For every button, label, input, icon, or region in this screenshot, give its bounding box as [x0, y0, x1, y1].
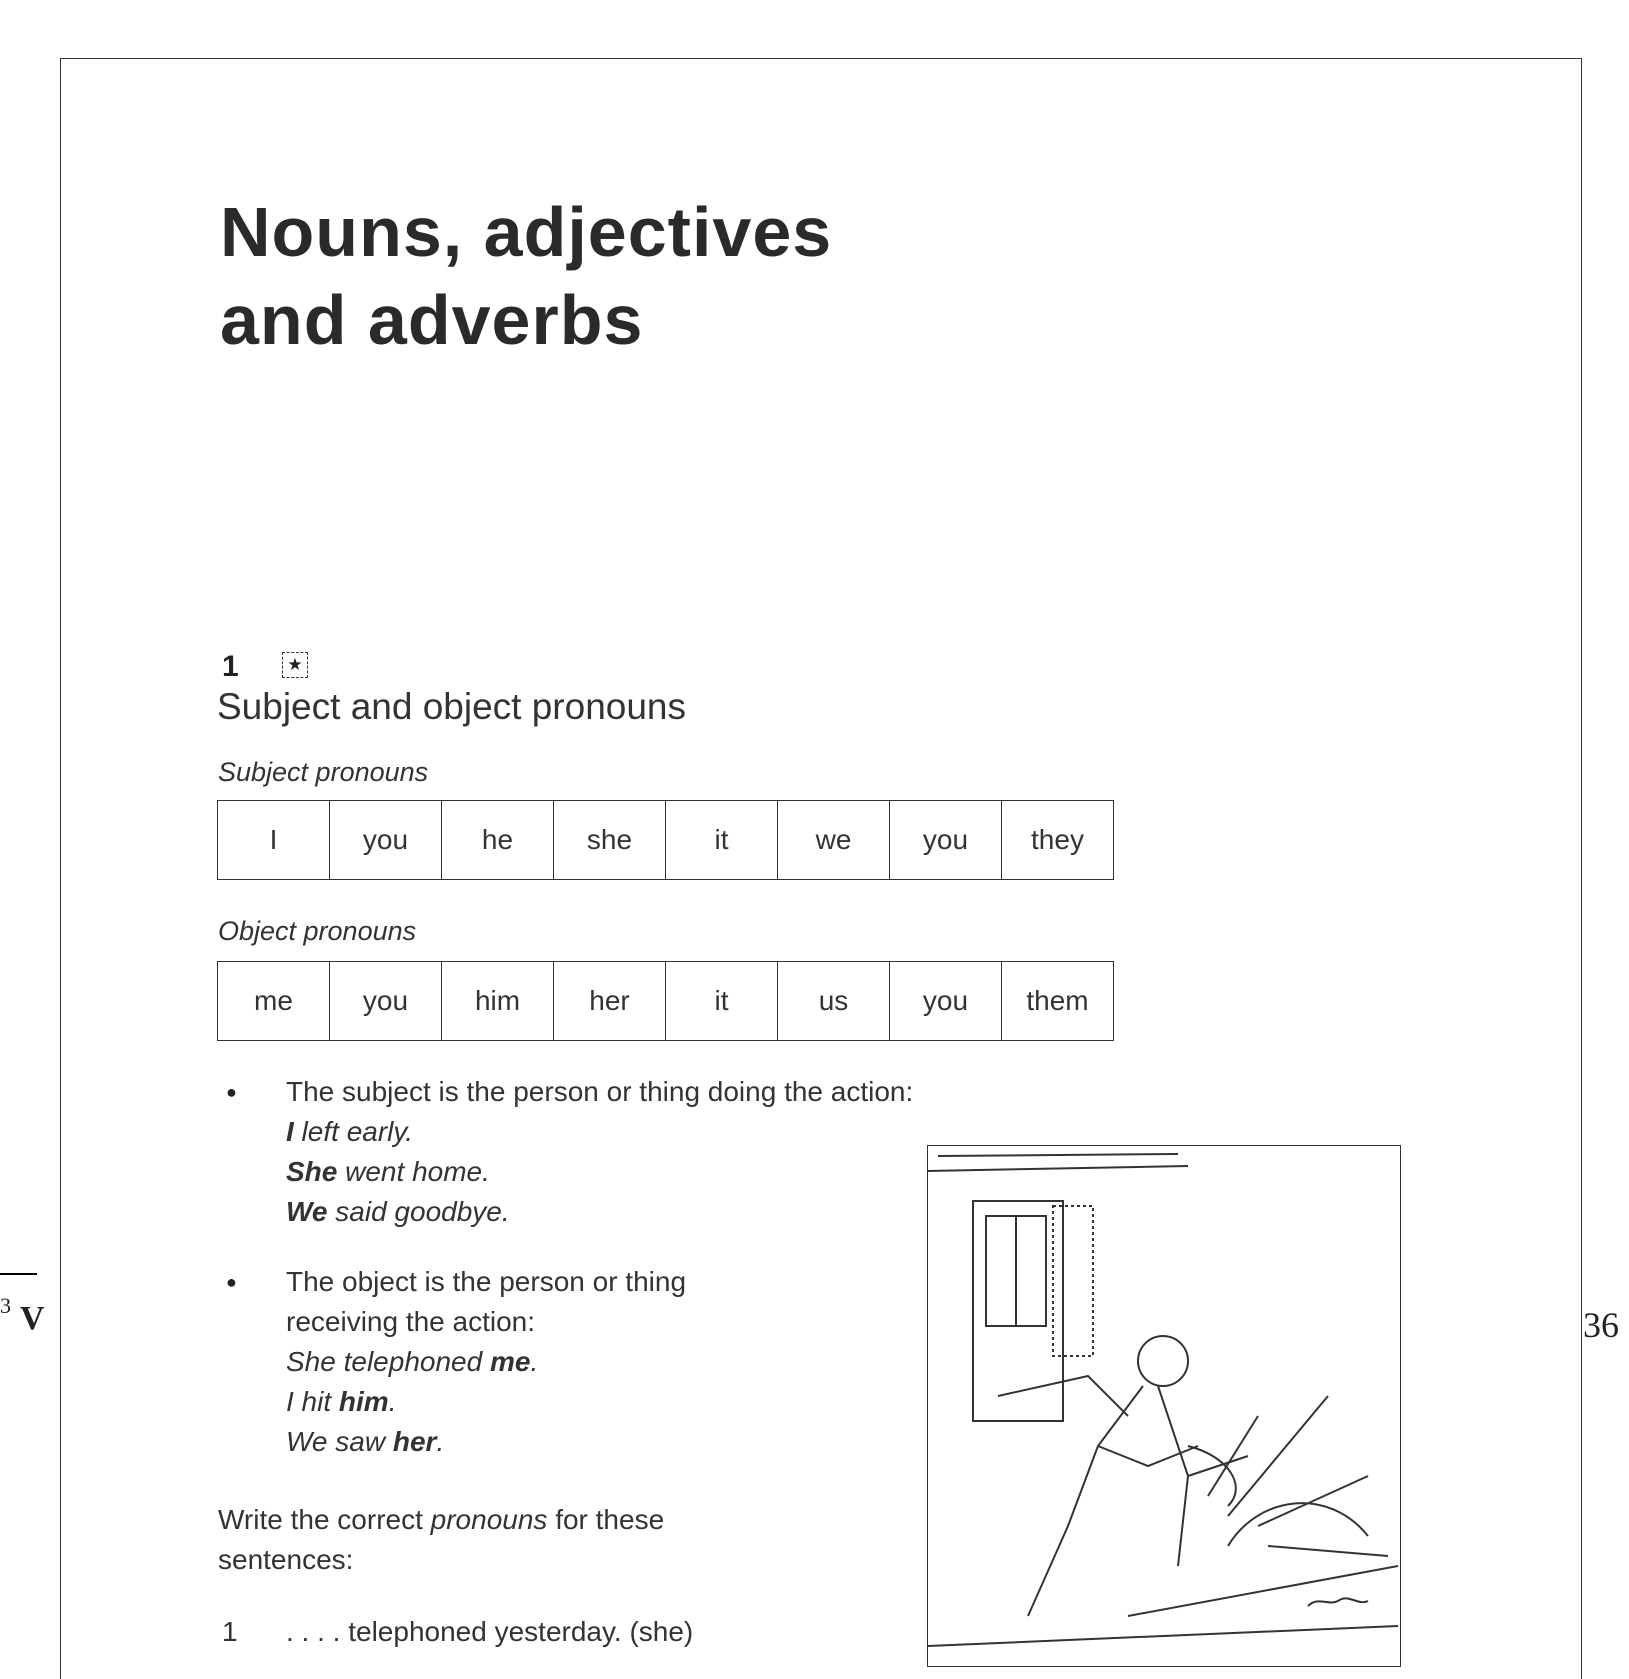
example	[286, 1342, 686, 1382]
example	[286, 1382, 686, 1422]
example-pre: We saw	[286, 1426, 393, 1457]
bullet-text: The object is the person or thing	[286, 1266, 687, 1297]
example	[286, 1192, 913, 1232]
pronoun-cell: me	[218, 962, 330, 1041]
pronoun-cell: us	[778, 962, 890, 1041]
example-rest: went home.	[337, 1156, 490, 1187]
example-bold: me	[489, 1346, 531, 1377]
instruction-line2: sentences:	[218, 1544, 354, 1575]
page-number: 36	[1583, 1305, 1619, 1345]
pronoun-cell: they	[1002, 801, 1114, 880]
subject-label: Subject pronouns	[218, 757, 429, 787]
pronoun-cell: I	[218, 801, 330, 880]
example-pre: She telephoned	[286, 1346, 490, 1377]
object-label: Object pronouns	[218, 916, 417, 946]
example-bold: We	[286, 1196, 328, 1227]
example-rest: left early.	[293, 1116, 414, 1147]
example	[286, 1112, 913, 1152]
pronoun-cell: him	[442, 962, 554, 1041]
example-rest: said goodbye.	[327, 1196, 510, 1227]
pronoun-cell: them	[1002, 962, 1114, 1041]
pronoun-cell: she	[554, 801, 666, 880]
pronoun-cell: it	[666, 801, 778, 880]
title-line-2: and adverbs	[220, 281, 644, 359]
subject-pronoun-table	[217, 800, 1114, 880]
example	[286, 1422, 686, 1462]
pronoun-cell: we	[778, 801, 890, 880]
example	[286, 1152, 913, 1192]
pronoun-cell: it	[666, 962, 778, 1041]
pronoun-cell: you	[890, 962, 1002, 1041]
bullet-icon: ●	[226, 1082, 237, 1102]
example-post: .	[530, 1346, 539, 1377]
section-title: Subject and object pronouns	[217, 686, 687, 727]
example-bold: She	[286, 1156, 338, 1187]
instruction-pre: Write the correct	[218, 1504, 431, 1535]
exercise-number: 1	[222, 1616, 238, 1647]
exercise-text: . . . . telephoned yesterday. (she)	[286, 1616, 694, 1647]
instruction-em: pronouns	[430, 1504, 548, 1535]
example-pre: I hit	[286, 1386, 339, 1417]
footnote-rule	[0, 1273, 37, 1275]
example-bold: her	[392, 1426, 437, 1457]
instruction-post: for these	[547, 1504, 665, 1535]
bullet-icon: ●	[226, 1272, 237, 1292]
bullet-object	[286, 1262, 686, 1462]
bullet-text: The subject is the person or thing doing the action:	[286, 1076, 914, 1107]
page-title	[220, 188, 832, 364]
margin-letter: V	[20, 1300, 45, 1337]
pronoun-cell: you	[890, 801, 1002, 880]
instruction	[218, 1500, 664, 1580]
margin-superscript: 3	[0, 1293, 11, 1318]
object-pronoun-table	[217, 961, 1114, 1041]
bullet-subject	[286, 1072, 913, 1232]
example-bold: him	[338, 1386, 389, 1417]
example-post: .	[436, 1426, 445, 1457]
pronoun-cell: you	[330, 962, 442, 1041]
example-bold: I	[286, 1116, 294, 1147]
bullet-text: receiving the action:	[286, 1306, 536, 1337]
section-number: 1	[222, 650, 239, 683]
pronoun-cell: he	[442, 801, 554, 880]
example-post: .	[388, 1386, 397, 1417]
pronoun-cell: you	[330, 801, 442, 880]
star-icon: ★	[282, 652, 308, 678]
pronoun-cell: her	[554, 962, 666, 1041]
illustration-man-leaving-house	[927, 1145, 1401, 1667]
title-line-1: Nouns, adjectives	[220, 193, 833, 271]
